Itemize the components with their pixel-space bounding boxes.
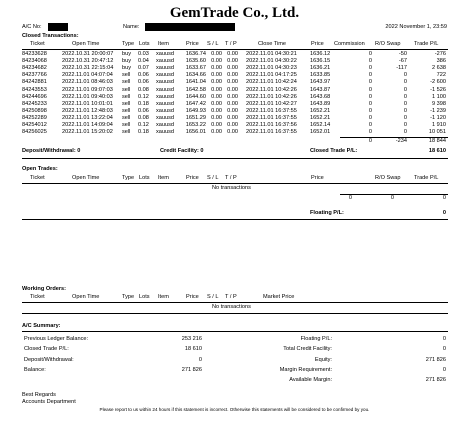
cell-pl: 9 398 (432, 100, 446, 107)
cell-swap: 0 (403, 86, 407, 93)
cell-tp: 0.00 (227, 129, 238, 136)
summary-value: 0 (442, 366, 446, 373)
summary-label: Closed Trade P/L: (24, 346, 69, 353)
cell-item: xauusd (156, 100, 175, 107)
cell-open-time: 2022.11.01 09:07:03 (62, 86, 113, 93)
col-swap: R/O Swap (375, 41, 401, 47)
cell-tp: 0.00 (227, 58, 238, 65)
cell-pl: -2 600 (430, 79, 446, 86)
cell-ticket: 84243553 (22, 86, 47, 93)
cell-sl: 0.00 (211, 122, 222, 128)
col-open-time: Open Time (72, 41, 100, 47)
col-commission: Commission (334, 41, 365, 47)
summary-right-row (0, 336, 469, 343)
closed-pl-label: Closed Trade P/L: (310, 148, 358, 154)
cell-swap: 0 (403, 129, 407, 136)
cell-swap: 0 (403, 79, 407, 86)
cell-ticket: 84252289 (22, 114, 47, 121)
summary-label: Balance: (24, 366, 46, 373)
cell-pl: 10 051 (428, 129, 446, 136)
cell-sl: 0.00 (211, 65, 222, 72)
table-row (0, 115, 469, 122)
cell-price: 1642.58 (185, 86, 206, 93)
open-end-divider (22, 219, 448, 220)
cell-type: sell (122, 129, 131, 136)
summary-value: 271 826 (181, 366, 202, 373)
closed-end-divider (22, 158, 448, 159)
cell-commission: 0 (368, 86, 372, 93)
cell-ticket: 84245233 (22, 100, 47, 107)
cell-commission: 0 (368, 122, 372, 128)
cell-pl: -1 526 (430, 86, 446, 93)
working-col-lots: Lots (139, 294, 150, 300)
col-ticket: Ticket (30, 41, 45, 47)
cell-sl: 0.00 (211, 100, 222, 107)
col-close-time: Close Time (258, 41, 286, 47)
summary-label: Available Margin: (289, 377, 332, 384)
summary-value: 271 826 (425, 377, 446, 384)
acno-redacted (48, 23, 68, 31)
cell-tp: 0.00 (227, 114, 238, 121)
working-col-ticket: Ticket (30, 294, 45, 300)
open-total-commission: 0 (348, 195, 352, 201)
table-row (0, 72, 469, 79)
open-header-row (0, 175, 469, 182)
summary-value: 18 610 (184, 346, 202, 353)
table-row (0, 129, 469, 136)
cell-close-time: 2022.11.01 04:30:22 (246, 58, 297, 65)
open-section-title: Open Trades: (22, 166, 58, 172)
table-row (0, 58, 469, 65)
cell-open-time: 2022.11.01 09:40:03 (62, 93, 113, 100)
closed-section-title: Closed Transactions: (22, 33, 79, 39)
open-col-tp: T / P (225, 175, 237, 181)
cell-price: 1644.60 (185, 93, 206, 100)
department-text: Accounts Department (22, 399, 76, 405)
table-row (0, 94, 469, 101)
summary-label: Floating P/L: (300, 336, 332, 342)
cell-close-time: 2022.11.01 10:42:26 (246, 86, 297, 93)
cell-item: xauusd (156, 114, 175, 121)
table-row (0, 122, 469, 129)
closed-summary-row (0, 148, 469, 155)
cell-sl: 0.00 (211, 114, 222, 121)
open-col-trade-pl: Trade P/L (414, 175, 439, 181)
total-commission: 0 (368, 138, 372, 144)
cell-ticket: 84256025 (22, 129, 47, 136)
cell-commission: 0 (368, 79, 372, 86)
cell-type: sell (122, 93, 131, 100)
cell-swap: -67 (398, 58, 407, 65)
cell-close-time: 2022.11.01 10:42:26 (246, 93, 297, 100)
cell-tp: 0.00 (227, 122, 238, 128)
summary-label: Deposit/Withdrawal: (24, 356, 74, 363)
col-close-price: Price (311, 41, 324, 47)
cell-item: xauusd (156, 122, 175, 128)
cell-sl: 0.00 (211, 107, 222, 114)
cell-item: xauusd (156, 107, 175, 114)
working-col-market-price: Market Price (263, 294, 295, 300)
cell-swap: 0 (403, 122, 407, 128)
cell-price: 1636.74 (185, 51, 206, 57)
cell-open-time: 2022.11.01 12:48:03 (62, 107, 113, 114)
summary-value: 253 216 (181, 336, 202, 342)
cell-swap: 0 (403, 72, 407, 79)
summary-value: 271 826 (425, 356, 446, 363)
cell-pl: 1 100 (432, 93, 446, 100)
cell-type: buy (122, 58, 132, 65)
cell-close-time: 2022.11.01 10:42:27 (246, 100, 297, 107)
cell-close-time: 2022.11.01 16:37:56 (246, 122, 297, 128)
cell-open-time: 2022.11.01 15:20:02 (62, 129, 113, 136)
cell-close-price: 1643.97 (310, 79, 331, 86)
open-col-lots: Lots (139, 175, 150, 181)
summary-right-row (0, 346, 469, 353)
cell-commission: 0 (368, 58, 372, 65)
cell-commission: 0 (368, 51, 372, 57)
floating-value: 0 (442, 210, 446, 216)
open-col-price: Price (186, 175, 199, 181)
table-row (0, 108, 469, 115)
cell-item: xauusd (156, 72, 175, 79)
cell-close-price: 1636.21 (310, 65, 331, 72)
cell-pl: 2 638 (432, 65, 446, 72)
acno-label: A/C No: (22, 24, 42, 30)
open-total-pl: 0 (442, 195, 446, 201)
cell-open-time: 2022.11.01 13:22:04 (62, 114, 113, 121)
cell-pl: -276 (434, 51, 446, 57)
cell-price: 1656.01 (185, 129, 206, 136)
name-redacted (145, 23, 235, 31)
cell-ticket: 84234682 (22, 65, 47, 72)
working-col-open-time: Open Time (72, 294, 100, 300)
cell-ticket: 84244696 (22, 93, 47, 100)
cell-price: 1649.93 (185, 107, 206, 114)
summary-label: Previous Ledger Balance: (24, 336, 89, 342)
summary-value: 0 (198, 356, 202, 363)
cell-tp: 0.00 (227, 65, 238, 72)
cell-sl: 0.00 (211, 93, 222, 100)
cell-item: xauusd (156, 93, 175, 100)
cell-close-price: 1643.87 (310, 86, 331, 93)
working-col-price: Price (186, 294, 199, 300)
summary-value: 0 (442, 336, 446, 342)
credit-label: Credit Facility: (160, 148, 199, 154)
cell-sl: 0.00 (211, 86, 222, 93)
floating-label: Floating P/L: (310, 210, 344, 216)
cell-swap: 0 (403, 100, 407, 107)
cell-open-time: 2022.11.01 14:09:04 (62, 122, 113, 128)
col-sl: S / L (207, 41, 219, 47)
cell-sl: 0.00 (211, 58, 222, 65)
open-col-item: Item (158, 175, 169, 181)
closed-pl-value: 18 610 (428, 148, 446, 154)
cell-ticket: 84242881 (22, 79, 47, 86)
working-no-transactions: No transactions (212, 304, 251, 310)
cell-pl: -1 239 (430, 107, 446, 114)
open-totals-row (0, 195, 469, 202)
cell-open-time: 2022.10.31 22:15:04 (62, 65, 114, 72)
cell-lots: 0.07 (138, 65, 149, 72)
cell-close-price: 1643.68 (310, 93, 331, 100)
summary-value: 0 (442, 346, 446, 353)
cell-pl: 722 (436, 72, 446, 79)
working-col-item: Item (158, 294, 169, 300)
open-col-swap: R/O Swap (375, 175, 401, 181)
summary-label: Margin Requirement: (279, 366, 332, 373)
cell-type: sell (122, 100, 131, 107)
summary-right-row (0, 357, 469, 364)
summary-right-row (0, 367, 469, 374)
cell-ticket: 84250898 (22, 107, 47, 114)
cell-tp: 0.00 (227, 107, 238, 114)
table-row (0, 101, 469, 108)
cell-item: xauusd (156, 58, 175, 65)
cell-price: 1647.42 (185, 100, 206, 107)
cell-type: sell (122, 114, 131, 121)
credit-value: 0 (200, 148, 204, 154)
col-tp: T / P (225, 41, 237, 47)
cell-sl: 0.00 (211, 72, 222, 79)
cell-tp: 0.00 (227, 100, 238, 107)
cell-open-time: 2022.11.01 08:46:03 (62, 79, 113, 86)
cell-swap: 0 (403, 114, 407, 121)
working-col-tp: T / P (225, 294, 237, 300)
cell-close-price: 1633.85 (310, 72, 331, 79)
cell-type: buy (122, 51, 132, 57)
open-col-ticket: Ticket (30, 175, 45, 181)
total-swap: -234 (395, 138, 407, 144)
summary-label: Total Credit Facility: (283, 346, 332, 353)
cell-item: xauusd (156, 79, 175, 86)
cell-item: xauusd (156, 51, 175, 57)
cell-pl: 1 910 (432, 122, 446, 128)
total-trade-pl: 18 844 (428, 138, 446, 144)
col-trade-pl: Trade P/L (414, 41, 439, 47)
cell-close-time: 2022.11.01 04:30:23 (246, 65, 297, 72)
open-col-price2: Price (311, 175, 324, 181)
cell-close-time: 2022.11.01 16:37:55 (246, 114, 297, 121)
closed-header-divider (22, 49, 448, 50)
cell-price: 1633.67 (185, 65, 206, 72)
cell-sl: 0.00 (211, 51, 222, 57)
cell-swap: 0 (403, 93, 407, 100)
cell-lots: 0.18 (138, 100, 149, 107)
summary-divider (22, 331, 448, 332)
cell-lots: 0.06 (138, 79, 149, 86)
cell-commission: 0 (368, 100, 372, 107)
cell-lots: 0.08 (138, 114, 149, 121)
cell-tp: 0.00 (227, 79, 238, 86)
cell-open-time: 2022.11.01 04:07:04 (62, 72, 113, 79)
cell-sl: 0.00 (211, 129, 222, 136)
cell-item: xauusd (156, 86, 175, 93)
cell-ticket: 84234068 (22, 58, 47, 65)
cell-type: sell (122, 72, 131, 79)
closed-totals-row (0, 138, 469, 145)
cell-commission: 0 (368, 107, 372, 114)
table-row (0, 87, 469, 94)
cell-type: sell (122, 122, 131, 128)
cell-lots: 0.18 (138, 129, 149, 136)
col-item: Item (158, 41, 169, 47)
cell-price: 1634.66 (185, 72, 206, 79)
cell-close-time: 2022.11.01 16:37:55 (246, 129, 297, 136)
cell-price: 1641.04 (185, 79, 206, 86)
cell-ticket: 84233628 (22, 51, 47, 57)
open-total-swap: 0 (390, 195, 394, 201)
cell-item: xauusd (156, 129, 175, 136)
col-type: Type (122, 41, 135, 47)
deposit-value: 0 (77, 148, 81, 154)
cell-lots: 0.06 (138, 107, 149, 114)
cell-commission: 0 (368, 114, 372, 121)
cell-commission: 0 (368, 93, 372, 100)
table-row (0, 51, 469, 58)
cell-price: 1651.29 (185, 114, 206, 121)
summary-right-row (0, 377, 469, 384)
cell-tp: 0.00 (227, 86, 238, 93)
working-col-type: Type (122, 294, 135, 300)
cell-close-price: 1652.01 (310, 129, 331, 136)
cell-item: xauusd (156, 65, 175, 72)
cell-lots: 0.04 (138, 58, 149, 65)
working-section-title: Working Orders: (22, 286, 67, 292)
working-col-sl: S / L (207, 294, 219, 300)
cell-commission: 0 (368, 65, 372, 72)
company-title: GemTrade Co., Ltd. (169, 5, 300, 21)
cell-close-price: 1652.21 (310, 114, 331, 121)
working-end-divider (22, 313, 448, 314)
cell-price: 1653.22 (185, 122, 206, 128)
cell-pl: 386 (436, 58, 446, 65)
cell-swap: 0 (403, 107, 407, 114)
working-header-divider (22, 302, 448, 303)
closed-header-row (0, 41, 469, 48)
table-row (0, 65, 469, 72)
name-label: Name: (123, 24, 140, 30)
col-price: Price (186, 41, 199, 47)
cell-ticket: 84237766 (22, 72, 47, 79)
cell-close-price: 1636.15 (310, 58, 331, 65)
confirmation-notice: Please report to us within 24 hours if this statement is incorrect. Otherwise this statements will be considered to be confirmed by you. (99, 407, 370, 412)
cell-close-price: 1652.21 (310, 107, 331, 114)
cell-close-time: 2022.11.01 10:42:24 (246, 79, 297, 86)
cell-sl: 0.00 (211, 79, 222, 86)
cell-lots: 0.08 (138, 86, 149, 93)
open-col-type: Type (122, 175, 135, 181)
cell-close-time: 2022.11.01 04:17:25 (246, 72, 297, 79)
cell-close-price: 1636.12 (310, 51, 331, 57)
cell-type: sell (122, 79, 131, 86)
cell-open-time: 2022.10.31 20:47:12 (62, 58, 114, 65)
cell-close-time: 2022.11.01 04:30:21 (246, 51, 297, 57)
deposit-label: Deposit/Withdrawal: (22, 148, 76, 154)
summary-section-title: A/C Summary: (22, 323, 61, 329)
cell-type: buy (122, 65, 132, 72)
cell-type: sell (122, 107, 131, 114)
table-row (0, 79, 469, 86)
cell-open-time: 2022.11.01 10:01:01 (62, 100, 113, 107)
open-col-sl: S / L (207, 175, 219, 181)
cell-lots: 0.12 (138, 122, 149, 128)
cell-lots: 0.03 (138, 51, 149, 57)
cell-swap: -117 (396, 65, 407, 72)
cell-type: sell (122, 86, 131, 93)
cell-open-time: 2022.10.31 20:00:07 (62, 51, 114, 57)
cell-tp: 0.00 (227, 51, 238, 57)
cell-swap: -50 (398, 51, 407, 57)
cell-close-price: 1652.14 (310, 122, 331, 128)
cell-commission: 0 (368, 129, 372, 136)
open-col-open-time: Open Time (72, 175, 100, 181)
cell-commission: 0 (368, 72, 372, 79)
regards-text: Best Regards (22, 392, 56, 398)
cell-pl: -1 120 (430, 114, 446, 121)
open-header-divider (22, 183, 448, 184)
cell-lots: 0.12 (138, 93, 149, 100)
cell-ticket: 84254012 (22, 122, 47, 128)
cell-tp: 0.00 (227, 72, 238, 79)
summary-label: Equity: (314, 356, 332, 363)
cell-close-price: 1643.89 (310, 100, 331, 107)
working-header-row (0, 294, 469, 301)
cell-price: 1635.60 (185, 58, 206, 65)
col-lots: Lots (139, 41, 150, 47)
cell-lots: 0.06 (138, 72, 149, 79)
cell-close-time: 2022.11.01 16:37:55 (246, 107, 297, 114)
floating-row (0, 210, 469, 217)
open-no-transactions: No transactions (212, 185, 251, 191)
cell-tp: 0.00 (227, 93, 238, 100)
statement-datetime: 2022 November 1, 23:59 (385, 24, 447, 30)
